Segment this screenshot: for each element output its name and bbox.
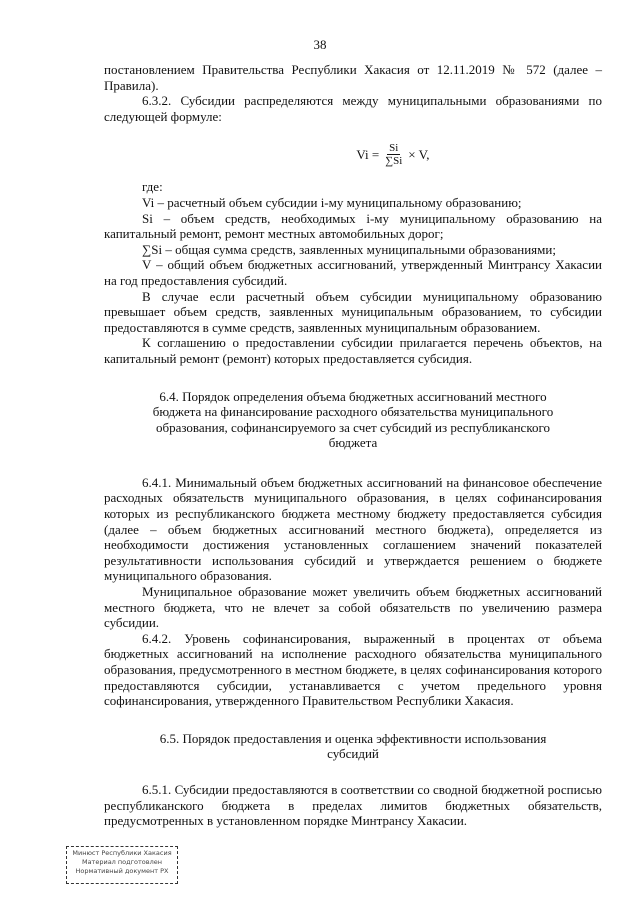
paragraph: К соглашению о предоставлении субсидии прилагается перечень объектов, на капитальный ремонт (ремонт) которых предоставляется субсидия. (104, 335, 602, 366)
paragraph: Муниципальное образование может увеличить объем бюджетных ассигнований местного бюджета, что не влечет за собой обязательств по увеличению размера субсидии. (104, 584, 602, 631)
document-body (104, 62, 602, 829)
paragraph: В случае если расчетный объем субсидии муниципальному образованию превышает объем средств, заявленных муниципальным образованием, то субсидии предоставляются в сумме средств, заявленных муниципальным образованием. (104, 288, 602, 335)
paragraph: где: (142, 179, 163, 195)
paragraph: 6.3.2. Субсидии распределяются между муниципальными образованиями по следующей формуле: (104, 93, 602, 124)
paragraph: 6.5.1. Субсидии предоставляются в соответствии со сводной бюджетной росписью республиканского бюджета в пределах лимитов бюджетных обязательств, предусмотренных в установленном порядке Минтрансу Хакасии. (104, 781, 602, 829)
section-heading: 6.5. Порядок предоставления и оценка эффективности использования субсидий (159, 730, 547, 762)
formula-denominator: ∑Si (385, 155, 403, 168)
registration-stamp (66, 846, 178, 884)
paragraph: Vi – расчетный объем субсидии i-му муниципальному образованию; (142, 194, 522, 210)
formula-fraction (383, 142, 404, 167)
formula-rhs: × V, (408, 147, 430, 163)
paragraph: 6.4.2. Уровень софинансирования, выраженный в процентах от объема бюджетных ассигнований на исполнение расходного обязательства муниципального образования, предусмотренного в местном бюджете, в целях софинансирования которого предоставляются субсидии, устанавливается с учетом предельного уровня софинансирования, утвержденного Правительством Республики Хакасия. (104, 630, 602, 709)
paragraph: Si – объем средств, необходимых i-му муниципальному образованию на капитальный ремонт, ремонт местных автомобильных дорог; (104, 210, 602, 242)
paragraph: ∑Si – общая сумма средств, заявленных муниципальными образованиями; (142, 241, 556, 257)
paragraph: постановлением Правительства Республики Хакасия от 12.11.2019 № 572 (далее – Правила). (104, 62, 602, 93)
paragraph: 6.4.1. Минимальный объем бюджетных ассигнований на финансовое обеспечение расходных обязательств муниципального образования, в целях софинансирования которых из республиканского бюджета местному бюджету предоставляется субсидия (далее – объем бюджетных ассигнований местного бюджета), определяется из необходимости достижения установленных соглашением значений показателей результативности использования субсидий и утверждается решением о бюджете муниципального образования. (104, 474, 602, 584)
stamp-line: Минюст Республики Хакасия (72, 849, 172, 857)
page-number: 38 (313, 37, 327, 52)
stamp-line: Материал подготовлен (81, 858, 163, 866)
formula-lhs: Vi = (356, 147, 380, 163)
formula (184, 142, 602, 167)
paragraph: V – общий объем бюджетных ассигнований, утвержденный Минтрансу Хакасии на год предоставления субсидий. (104, 257, 602, 288)
section-heading: 6.4. Порядок определения объема бюджетных ассигнований местного бюджета на финансирование расходного обязательства муниципального образования, софинансируемого за счет субсидий из республиканского бюджета (152, 388, 554, 451)
formula-numerator: Si (389, 142, 399, 155)
stamp-line: Нормативный документ РХ (75, 867, 169, 875)
